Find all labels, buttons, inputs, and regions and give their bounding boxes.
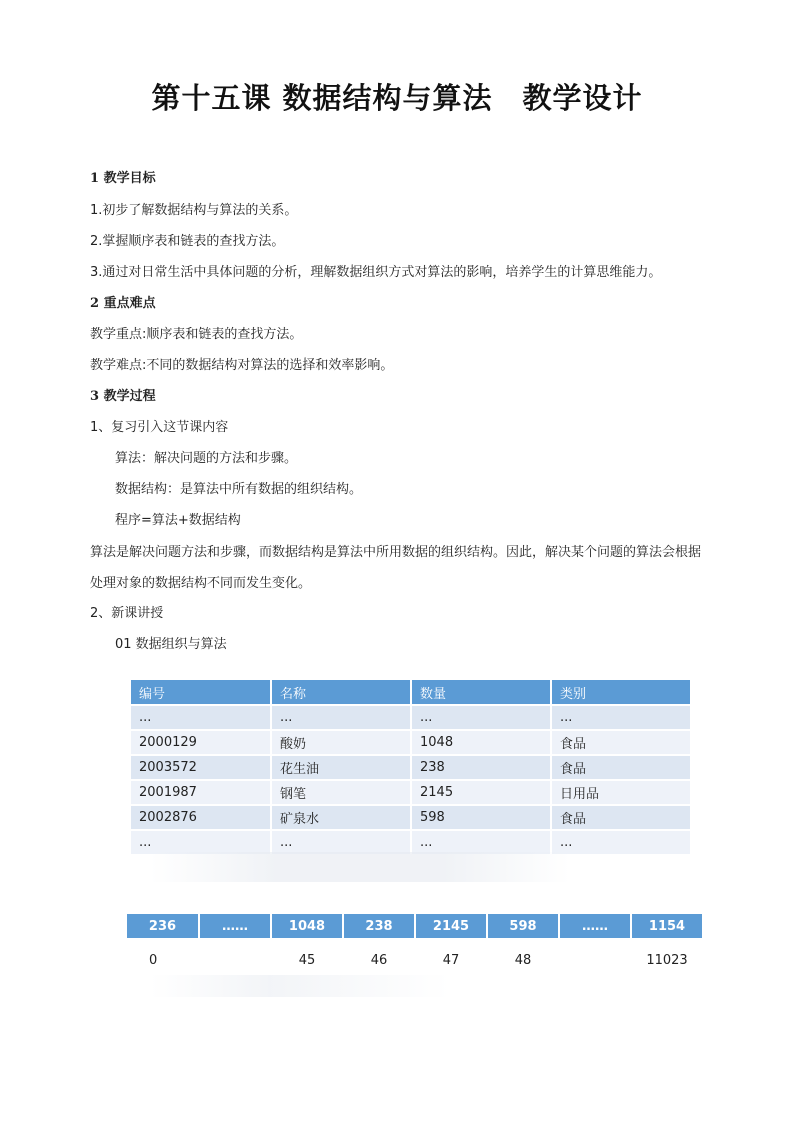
table-cell: 花生油 [271, 755, 411, 780]
table-row [131, 755, 691, 780]
table-cell: ... [131, 830, 271, 854]
table-cell: ... [411, 705, 551, 730]
table-cell: ... [131, 705, 271, 730]
sequential-array-table [127, 914, 704, 968]
table-cell: 食品 [551, 755, 691, 780]
section-keypoints-heading: 2 重点难点 [90, 296, 156, 311]
array-values-row [127, 914, 703, 938]
array-index: 0 [127, 938, 199, 968]
header-quantity: 数量 [411, 680, 551, 705]
table-cell: 598 [411, 805, 551, 830]
table-cell: ... [411, 830, 551, 854]
table-header-row [131, 680, 691, 705]
table-cell: 矿泉水 [271, 805, 411, 830]
array-cell: 1154 [631, 914, 703, 938]
table-cell: 钢笔 [271, 780, 411, 805]
process-step-2: 2、新课讲授 [90, 606, 164, 621]
table-cell: 食品 [551, 730, 691, 755]
table-row [131, 705, 691, 730]
data-structure-definition: 数据结构：是算法中所有数据的组织结构。 [115, 482, 363, 497]
faded-watermark [150, 852, 570, 882]
table-row [131, 805, 691, 830]
table-cell: ... [551, 830, 691, 854]
table-cell: 2002876 [131, 805, 271, 830]
table-cell: ... [551, 705, 691, 730]
array-index: 48 [487, 938, 559, 968]
array-cell: …… [199, 914, 271, 938]
table-row [131, 730, 691, 755]
array-index: 47 [415, 938, 487, 968]
table-cell: 238 [411, 755, 551, 780]
key-difficulty: 教学难点:不同的数据结构对算法的选择和效率影响。 [90, 358, 394, 373]
array-index: 11023 [631, 938, 703, 968]
array-index: 45 [271, 938, 343, 968]
table-cell: 2003572 [131, 755, 271, 780]
explanation-paragraph: 算法是解决问题方法和步骤，而数据结构是算法中所用数据的组织结构。因此，解决某个问题的算法会根据处理对象的数据结构不同而发生变化。 [90, 545, 702, 591]
section-process-heading: 3 教学过程 [90, 389, 156, 404]
table-row [131, 830, 691, 854]
table-cell: 2145 [411, 780, 551, 805]
table-cell: ... [271, 830, 411, 854]
process-step-1: 1、复习引入这节课内容 [90, 420, 229, 435]
array-cell: 238 [343, 914, 415, 938]
header-category: 类别 [551, 680, 691, 705]
header-name: 名称 [271, 680, 411, 705]
goods-table [131, 680, 692, 854]
table-cell: 酸奶 [271, 730, 411, 755]
table-cell: 日用品 [551, 780, 691, 805]
table-cell: 2000129 [131, 730, 271, 755]
table-cell: ... [271, 705, 411, 730]
program-formula: 程序=算法+数据结构 [115, 513, 241, 528]
objective-item-2: 2.掌握顺序表和链表的查找方法。 [90, 234, 285, 249]
array-cell: 2145 [415, 914, 487, 938]
array-index [199, 938, 271, 968]
algorithm-definition: 算法：解决问题的方法和步骤。 [115, 451, 298, 466]
array-cell: 1048 [271, 914, 343, 938]
header-id: 编号 [131, 680, 271, 705]
array-index-row [127, 938, 703, 968]
array-cell: …… [559, 914, 631, 938]
page-title: 第十五课 数据结构与算法 教学设计 [151, 81, 643, 115]
objective-item-1: 1.初步了解数据结构与算法的关系。 [90, 203, 298, 218]
section-objectives-heading: 1 教学目标 [90, 171, 156, 186]
table-row [131, 780, 691, 805]
table-cell: 1048 [411, 730, 551, 755]
array-cell: 598 [487, 914, 559, 938]
objective-item-3: 3.通过对日常生活中具体问题的分析，理解数据组织方式对算法的影响，培养学生的计算思维能力。 [90, 265, 662, 280]
array-index [559, 938, 631, 968]
array-index: 46 [343, 938, 415, 968]
table-cell: 2001987 [131, 780, 271, 805]
subsection-01: 01 数据组织与算法 [115, 637, 227, 652]
faded-watermark [150, 975, 450, 997]
array-cell: 236 [127, 914, 199, 938]
key-focus: 教学重点:顺序表和链表的查找方法。 [90, 327, 303, 342]
table-cell: 食品 [551, 805, 691, 830]
